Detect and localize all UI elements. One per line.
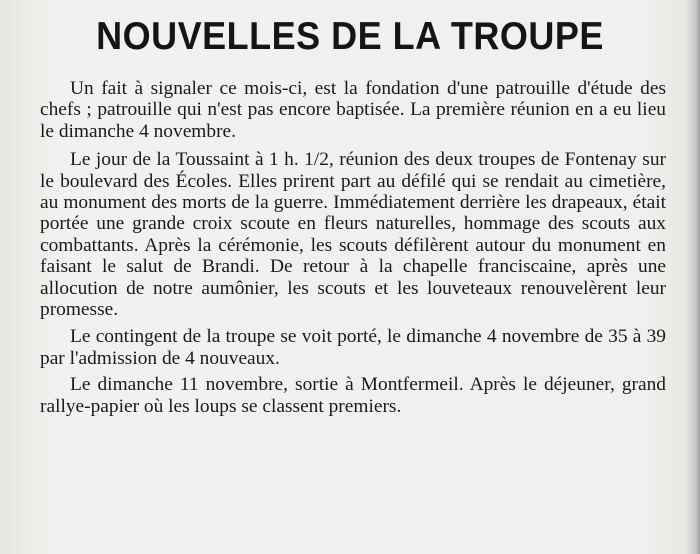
paragraph-sortie: Le dimanche 11 novembre, sortie à Montfermeil. Après le déjeuner, grand rallye-papier où les loups se classent premiers. [40,374,666,417]
paragraph-patrouille: Un fait à signaler ce mois-ci, est la fondation d'une patrouille d'étude des chefs ; patrouille qui n'est pas encore baptisée. La première réunion en a eu lieu le dimanche 4 novembre. [40,78,666,142]
article-body [40,78,666,424]
paragraph-toussaint: Le jour de la Toussaint à 1 h. 1/2, réunion des deux troupes de Fontenay sur le boulevard des Écoles. Elles prirent part au défilé qui se rendait au cimetière, au monument des morts de la guerre. Immédiatement derrière les drapeaux, était portée une grande croix scoute en fleurs naturelles, hommage des scouts aux combattants. Après la cérémonie, les scouts défilèrent autour du monument en faisant le salut de Brandi. De retour à la chapelle franciscaine, après une allocution de notre aumônier, les scouts et les louveteaux renouvelèrent leur promesse. [40,149,666,321]
scan-edge-shadow [686,0,700,554]
paragraph-contingent: Le contingent de la troupe se voit porté, le dimanche 4 novembre de 35 à 39 par l'admission de 4 nouveaux. [40,326,666,369]
article-title: NOUVELLES DE LA TROUPE [96,13,604,58]
